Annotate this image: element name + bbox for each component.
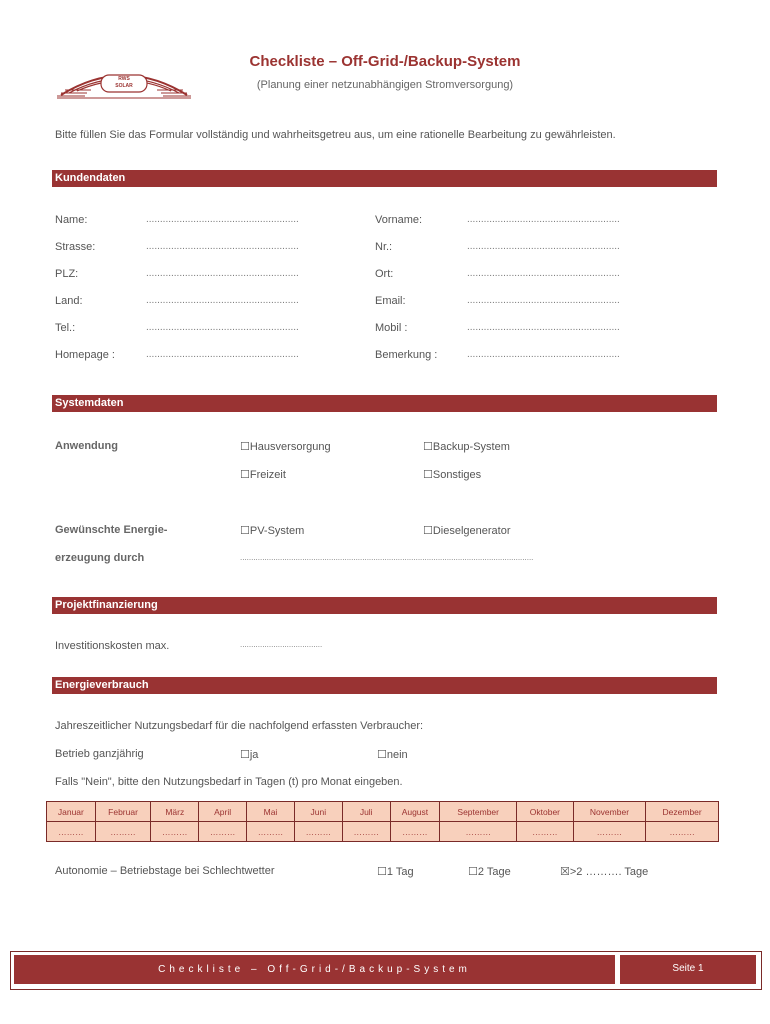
section-kundendaten: Kundendaten — [52, 170, 717, 187]
month-input[interactable]: ……… — [294, 822, 342, 842]
label-email: Email: — [375, 295, 406, 307]
field-plz[interactable]: ....................................................... — [146, 268, 299, 279]
month-input[interactable]: ……… — [646, 822, 719, 842]
field-homepage[interactable]: ....................................................... — [146, 349, 299, 360]
label-strasse: Strasse: — [55, 241, 96, 253]
label-investitionskosten: Investitionskosten max. — [55, 640, 170, 652]
label-autonomie: Autonomie – Betriebstage bei Schlechtwetter — [55, 865, 275, 877]
section-systemdaten: Systemdaten — [52, 395, 717, 412]
field-vorname[interactable]: ....................................................... — [467, 214, 620, 225]
month-header: November — [573, 802, 646, 822]
field-strasse[interactable]: ....................................................... — [146, 241, 299, 252]
field-nr[interactable]: ....................................................... — [467, 241, 620, 252]
checkbox-freizeit[interactable]: ☐Freizeit — [240, 469, 286, 481]
section-projektfinanzierung: Projektfinanzierung — [52, 597, 717, 614]
month-header: Juni — [294, 802, 342, 822]
month-input[interactable]: ……… — [573, 822, 646, 842]
month-input[interactable]: ……… — [95, 822, 151, 842]
page-title: Checkliste – Off-Grid-/Backup-System — [249, 53, 521, 70]
page-subtitle: (Planung einer netzunabhängigen Stromversorgung) — [256, 79, 514, 91]
logo-text-top: RWS — [118, 76, 130, 82]
checkbox-dieselgenerator[interactable]: ☐Dieselgenerator — [423, 525, 511, 537]
month-input[interactable]: ……… — [517, 822, 573, 842]
month-header: Februar — [95, 802, 151, 822]
monthly-usage-table — [46, 801, 719, 842]
table-header-row — [47, 802, 719, 822]
intro-text: Bitte füllen Sie das Formular vollständig und wahrheitsgetreu aus, um eine rationelle Bearbeitung zu gewährleisten. — [55, 129, 616, 141]
month-header: Juli — [342, 802, 390, 822]
label-tel: Tel.: — [55, 322, 76, 334]
checkbox-backup-system[interactable]: ☐Backup-System — [423, 441, 510, 453]
table-row — [47, 822, 719, 842]
label-name: Name: — [55, 214, 88, 226]
label-plz: PLZ: — [55, 268, 79, 280]
field-name[interactable]: ....................................................... — [146, 214, 299, 225]
field-mobil[interactable]: ....................................................... — [467, 322, 620, 333]
month-input[interactable]: ……… — [151, 822, 199, 842]
label-nr: Nr.: — [375, 241, 393, 253]
instruction-falls-nein: Falls "Nein", bitte den Nutzungsbedarf in Tagen (t) pro Monat eingeben. — [55, 776, 403, 788]
section-energieverbrauch: Energieverbrauch — [52, 677, 717, 694]
field-ort[interactable]: ....................................................... — [467, 268, 620, 279]
month-header: September — [440, 802, 517, 822]
month-header: Mai — [247, 802, 295, 822]
month-input[interactable]: ……… — [199, 822, 247, 842]
checkbox-1-tag[interactable]: ☐1 Tag — [377, 866, 414, 878]
month-input[interactable]: ……… — [342, 822, 390, 842]
label-ort: Ort: — [375, 268, 394, 280]
label-vorname: Vorname: — [375, 214, 423, 226]
label-betrieb-ganzjaehrig: Betrieb ganzjährig — [55, 748, 144, 760]
label-energie-2: erzeugung durch — [55, 552, 145, 564]
label-homepage: Homepage : — [55, 349, 115, 361]
footer-page-number: Seite 1 — [620, 955, 756, 984]
month-header: März — [151, 802, 199, 822]
month-input[interactable]: ……… — [390, 822, 440, 842]
field-land[interactable]: ....................................................... — [146, 295, 299, 306]
logo-text-bottom: SOLAR — [115, 83, 133, 89]
month-header: Dezember — [646, 802, 719, 822]
checkbox-nein[interactable]: ☐nein — [377, 749, 408, 761]
question-nutzungsbedarf: Jahreszeitlicher Nutzungsbedarf für die nachfolgend erfassten Verbraucher: — [55, 720, 424, 732]
month-input[interactable]: ……… — [47, 822, 96, 842]
checkbox-mehr-tage[interactable]: ☒>2 ………. Tage — [560, 866, 649, 878]
field-investitionskosten[interactable]: ..................................... — [240, 640, 323, 649]
checkbox-ja[interactable]: ☐ja — [240, 749, 259, 761]
label-land: Land: — [55, 295, 83, 307]
month-input[interactable]: ……… — [440, 822, 517, 842]
month-header: Januar — [47, 802, 96, 822]
label-energie-1: Gewünschte Energie- — [55, 524, 168, 536]
field-energie-other[interactable]: .................................................................................................................................... — [240, 553, 534, 562]
month-header: August — [390, 802, 440, 822]
checkbox-pv-system[interactable]: ☐PV-System — [240, 525, 305, 537]
label-mobil: Mobil : — [375, 322, 408, 334]
checkbox-sonstiges[interactable]: ☐Sonstiges — [423, 469, 482, 481]
checkbox-2-tage[interactable]: ☐2 Tage — [468, 866, 511, 878]
month-header: April — [199, 802, 247, 822]
month-input[interactable]: ……… — [247, 822, 295, 842]
field-tel[interactable]: ....................................................... — [146, 322, 299, 333]
field-bemerkung[interactable]: ....................................................... — [467, 349, 620, 360]
month-header: Oktober — [517, 802, 573, 822]
checkbox-hausversorgung[interactable]: ☐Hausversorgung — [240, 441, 331, 453]
field-email[interactable]: ....................................................... — [467, 295, 620, 306]
label-bemerkung: Bemerkung : — [375, 349, 438, 361]
label-anwendung: Anwendung — [55, 440, 118, 452]
footer-title: Checkliste – Off-Grid-/Backup-System — [14, 955, 615, 984]
